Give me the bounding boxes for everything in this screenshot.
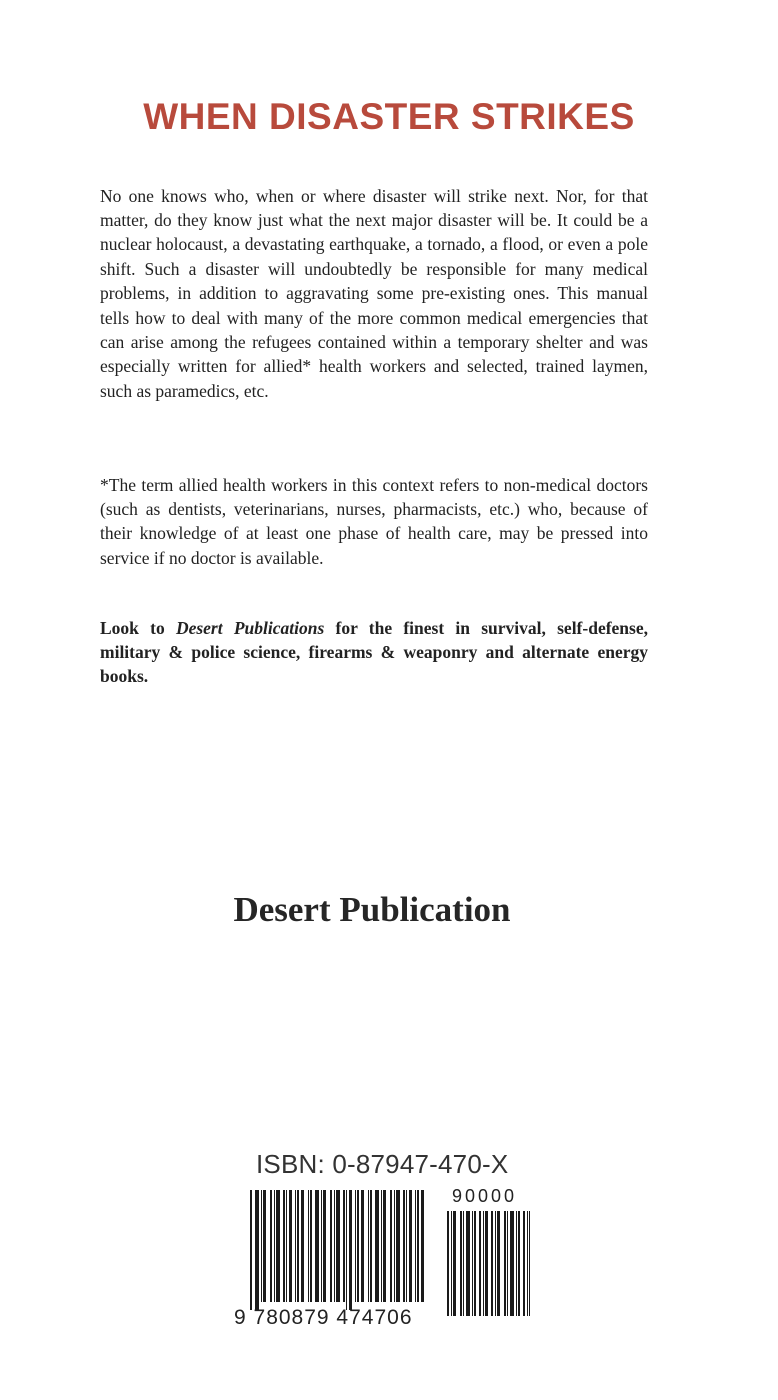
barcode-bar	[274, 1190, 275, 1302]
barcode-bar	[381, 1190, 382, 1302]
barcode-bar	[297, 1190, 299, 1302]
barcode-bar	[346, 1190, 347, 1310]
barcode-bar	[283, 1190, 285, 1302]
barcode-bar	[518, 1211, 520, 1316]
barcode-bar	[474, 1211, 476, 1316]
barcode-bar	[409, 1190, 412, 1302]
barcode-bar	[343, 1190, 345, 1302]
barcode-bar	[390, 1190, 392, 1302]
barcode-bar	[263, 1190, 266, 1302]
barcode-bar	[491, 1211, 493, 1316]
barcode-bar	[504, 1211, 506, 1316]
barcode-bar	[529, 1211, 530, 1316]
barcode-bar	[289, 1190, 292, 1302]
barcode-bar	[415, 1190, 416, 1302]
barcode-bar	[516, 1211, 517, 1316]
barcode-bar	[323, 1190, 326, 1302]
barcode-bar	[479, 1211, 481, 1316]
publisher-name: Desert Publication	[233, 890, 511, 929]
price-code: 90000	[452, 1186, 518, 1206]
barcode-bar	[403, 1190, 405, 1302]
barcode-bar	[308, 1190, 309, 1302]
barcode-bar	[375, 1190, 379, 1302]
barcode-bar	[451, 1211, 452, 1316]
barcode-bar	[276, 1190, 280, 1302]
barcode-bar	[466, 1211, 470, 1316]
barcode-bar	[417, 1190, 419, 1302]
barcode-bar	[447, 1211, 449, 1316]
barcode-bar	[295, 1190, 296, 1302]
barcode-bar	[421, 1190, 424, 1302]
barcode-bar	[357, 1190, 359, 1302]
barcode-bar	[336, 1190, 340, 1302]
barcode-bar	[495, 1211, 496, 1316]
barcode-bar	[460, 1211, 462, 1316]
barcode-bar	[453, 1211, 456, 1316]
barcode-digits: 9 780879 474706	[234, 1306, 413, 1329]
barcode-bar	[370, 1190, 372, 1302]
barcode-bar	[321, 1190, 322, 1302]
barcode-bar	[497, 1211, 500, 1316]
footnote-paragraph: *The term allied health workers in this context refers to non-medical doctors (such as dentists, veterinarians, nurses, pharmacists, etc.) who, because of their knowledge of at least one phase of health care, may be pressed into service if no doctor is available.	[100, 474, 648, 568]
barcode-bar	[383, 1190, 386, 1302]
isbn-label: ISBN: 0-87947-470-X	[256, 1149, 509, 1179]
barcode-bar	[510, 1211, 514, 1316]
barcode-bar	[368, 1190, 369, 1302]
barcode-bar	[463, 1211, 464, 1316]
description-paragraph: No one knows who, when or where disaster will strike next. Nor, for that matter, do they know just what the next major disaster will be. It could be a nuclear holocaust, a devastating earthquake, a tornado, a flood, or even a pole shift. Such a disaster will undoubtedly be responsible for many medical problems, in addition to aggravating some pre-existing ones. This manual tells how to deal with many of the more common medical emergencies that can arise among the refugees contained within a temporary shelter and was especially written for allied* health workers and selected, trained laymen, such as paramedics, etc.	[100, 185, 648, 401]
barcode-bar	[527, 1211, 528, 1316]
barcode-bar	[310, 1190, 312, 1302]
promo-suffix: for the finest in survival, self-defense, military & police science, firearms & weaponry and alternate energy books.	[100, 617, 648, 687]
barcode-bar	[250, 1190, 252, 1310]
barcode-bar	[406, 1190, 407, 1302]
barcode-bar	[330, 1190, 332, 1302]
promo-prefix: Look to	[100, 617, 176, 638]
barcode-bar	[472, 1211, 473, 1316]
barcode-bar	[355, 1190, 356, 1302]
book-title: WHEN DISASTER STRIKES	[143, 96, 635, 137]
barcode-bar	[349, 1190, 352, 1310]
barcode-bar	[507, 1211, 508, 1316]
barcode-bar	[261, 1190, 262, 1302]
promo-publisher-name: Desert Publications	[175, 617, 325, 638]
barcode-bar	[301, 1190, 304, 1302]
barcode-bar	[334, 1190, 335, 1302]
barcode-bar	[286, 1190, 287, 1302]
barcode-bar	[361, 1190, 364, 1302]
barcode-bar	[315, 1190, 319, 1302]
barcode-bar	[394, 1190, 395, 1302]
barcode-bar	[483, 1211, 484, 1316]
barcode-bar	[485, 1211, 488, 1316]
barcode-bar	[270, 1190, 272, 1302]
barcode-bar	[396, 1190, 400, 1302]
barcode-bar	[255, 1190, 259, 1310]
barcode-bar	[523, 1211, 525, 1316]
